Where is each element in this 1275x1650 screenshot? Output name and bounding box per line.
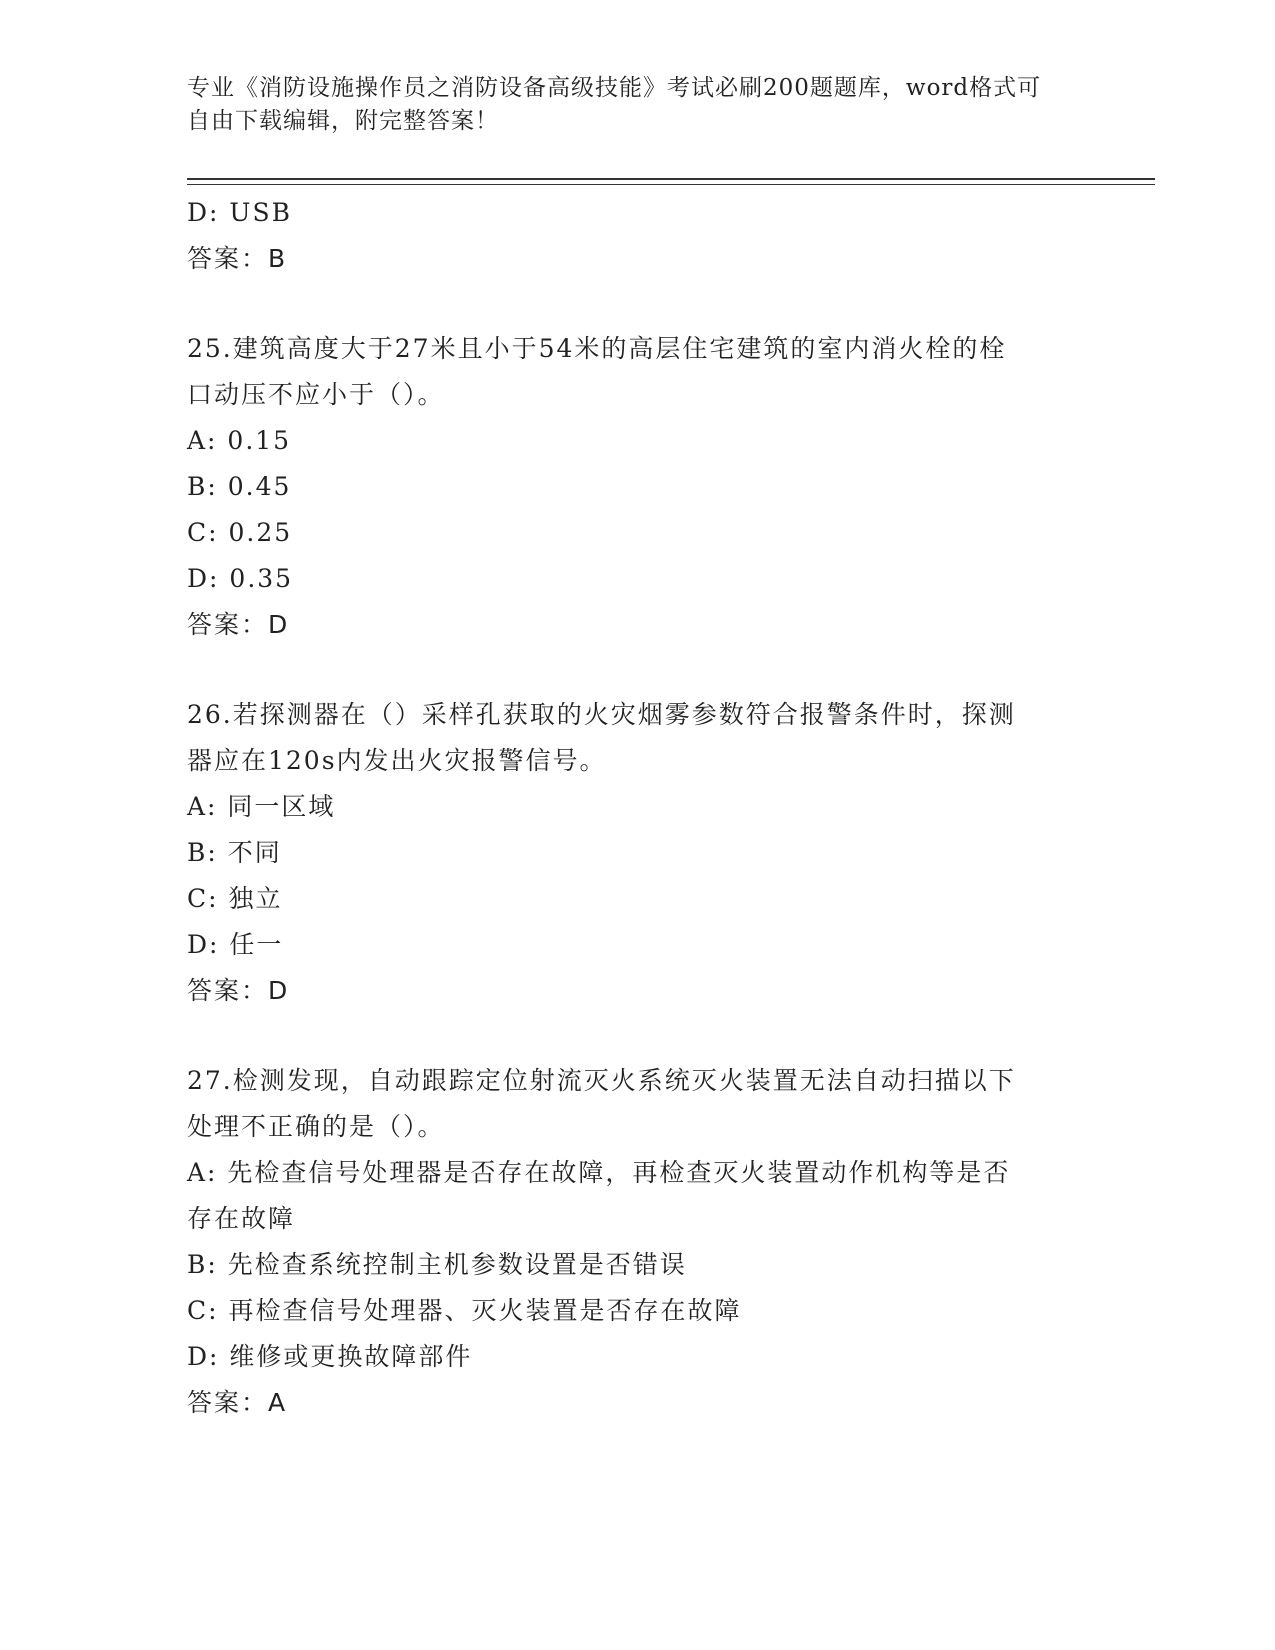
header-divider-thick [187,178,1155,180]
spacer [187,282,1067,326]
option-d: D: 任一 [187,930,284,959]
question-stem-continued: 器应在120s内发出火灾报警信号。 [187,746,607,775]
option-c: C: 再检查信号处理器、灭火装置是否存在故障 [187,1296,742,1325]
option-c: C: 独立 [187,884,283,913]
header-line-1: 专业《消防设施操作员之消防设备高级技能》考试必刷200题题库，word格式可 [187,75,1042,101]
option-a: A: 0.15 [187,426,292,455]
option-b: B: 0.45 [187,472,292,501]
question-stem-continued: 口动压不应小于（）。 [187,380,445,409]
answer: 答案：D [187,976,290,1005]
option-d: D: 0.35 [187,564,294,593]
option-d: D: 维修或更换故障部件 [187,1342,473,1371]
option-b: B: 不同 [187,838,282,867]
question-stem: 25.建筑高度大于27米且小于54米的高层住宅建筑的室内消火栓的栓 [187,334,1007,363]
option-a: A: 同一区域 [187,792,336,821]
question-26 [187,692,1067,1014]
question-27 [187,1058,1067,1426]
answer: 答案：D [187,610,290,639]
option-a-continued: 存在故障 [187,1204,296,1233]
option-d: D: USB [187,198,292,227]
question-25 [187,326,1067,648]
answer: 答案：A [187,1388,288,1417]
header-divider-thin [187,184,1155,185]
question-stem: 26.若探测器在（）采样孔获取的火灾烟雾参数符合报警条件时，探测 [187,700,1016,729]
header-line-2: 自由下载编辑，附完整答案！ [187,108,499,134]
option-a: A: 先检查信号处理器是否存在故障，再检查灭火装置动作机构等是否 [187,1158,1011,1187]
question-stem: 27.检测发现，自动跟踪定位射流灭火系统灭火装置无法自动扫描以下 [187,1066,1016,1095]
spacer [187,1014,1067,1058]
question-list [187,190,1067,1426]
option-c: C: 0.25 [187,518,293,547]
question-stem-continued: 处理不正确的是（）。 [187,1112,445,1141]
spacer [187,648,1067,692]
document-header [187,72,1067,138]
answer: 答案：B [187,244,288,273]
option-b: B: 先检查系统控制主机参数设置是否错误 [187,1250,687,1279]
